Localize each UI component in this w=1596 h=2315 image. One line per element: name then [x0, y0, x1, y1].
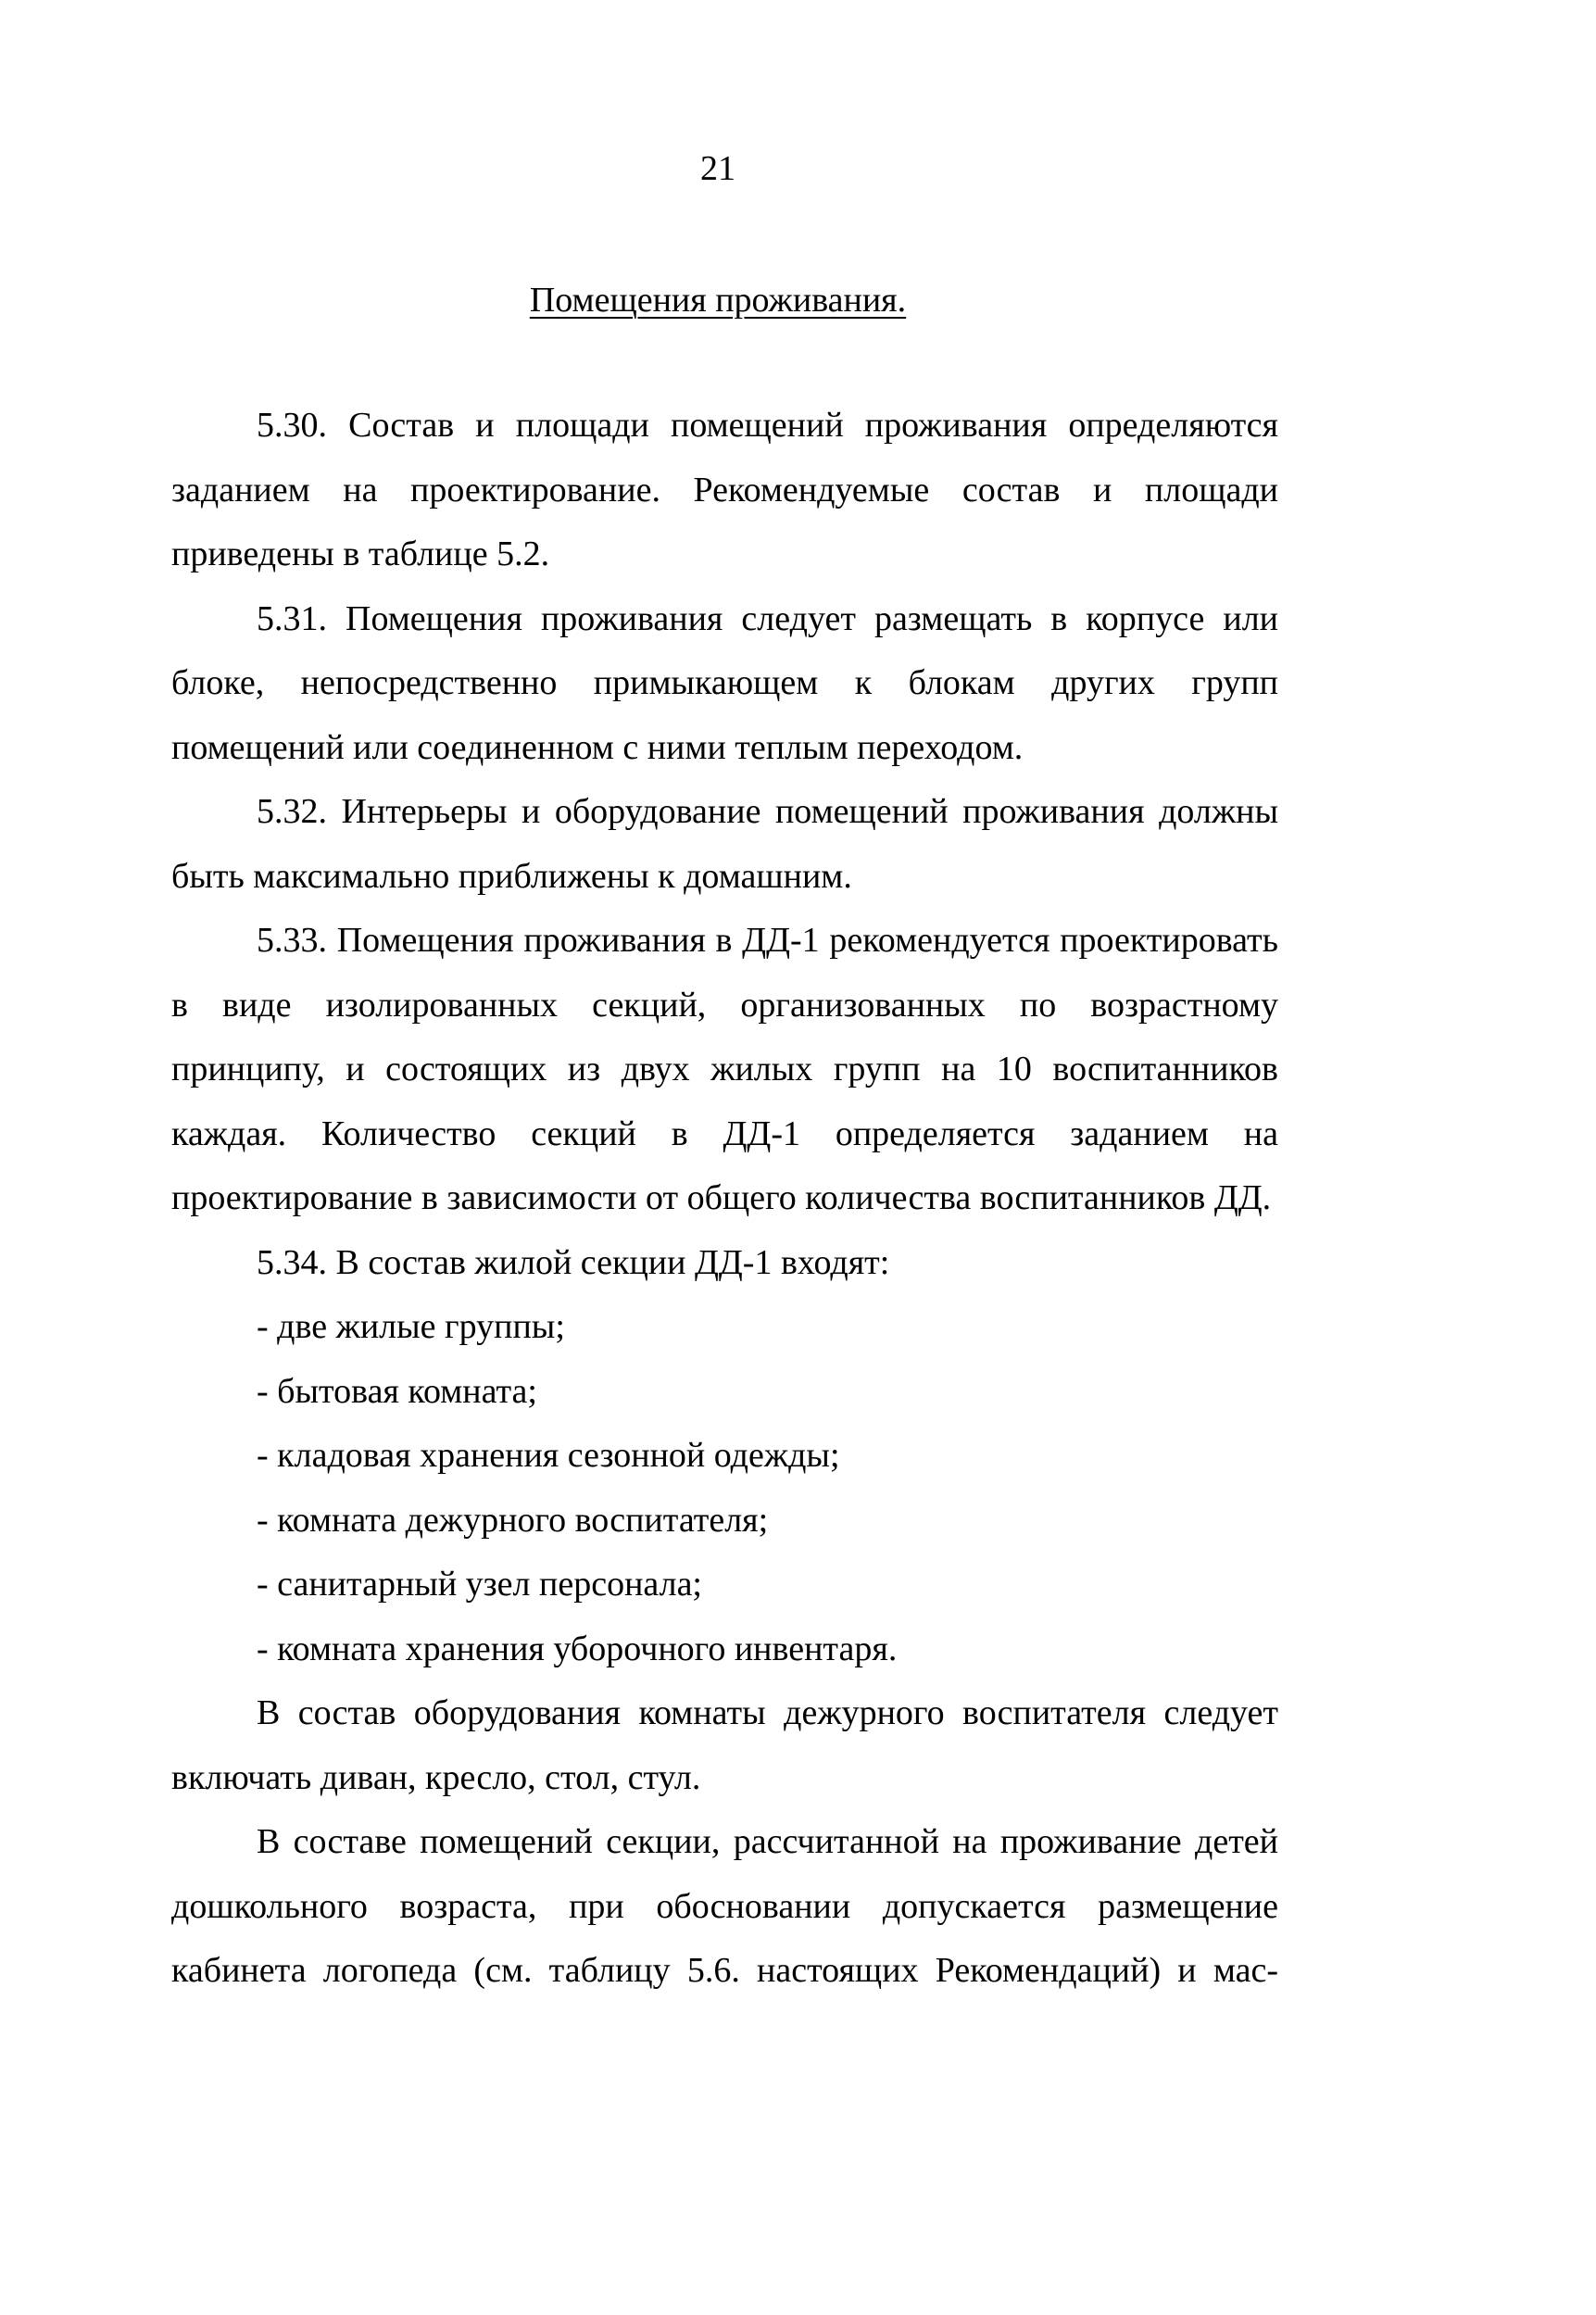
section-title: Помещения проживания. [529, 281, 907, 320]
paragraph-preschool-section: В составе помещений секции, рассчитанной на проживание детей дошкольного возраста, при обосновании допускается размещение кабинета логопеда (см. таблицу 5.6. настоящих Рекомендаций) и мас- [171, 1822, 1278, 1990]
list-item: - бытовая комната; [257, 1371, 537, 1411]
list-item: - комната дежурного воспитателя; [257, 1500, 769, 1540]
paragraph-5-31: 5.31. Помещения проживания следует размещать в корпусе или блоке, непосредственно примыкающем к блокам других групп помещений или соединенном с ними теплым переходом. [171, 598, 1278, 767]
living-section-composition-list [171, 1295, 1278, 1681]
list-item: - санитарный узел персонала; [257, 1565, 702, 1604]
body-text [171, 394, 1278, 2004]
paragraph-5-32: 5.32. Интерьеры и оборудование помещений проживания должны быть максимально приближены к домашним. [171, 792, 1278, 896]
list-item: - кладовая хранения сезонной одежды; [257, 1436, 840, 1475]
paragraph-5-33: 5.33. Помещения проживания в ДД-1 рекомендуется проектировать в виде изолированных секций, организованных по возрастному принципу, и состоящих из двух жилых групп на 10 воспитанников каждая. Количество секций в ДД-1 определяется заданием на проектирование в зависимости от общего количества воспитанников ДД. [171, 921, 1278, 1217]
page-number: 21 [700, 149, 735, 188]
list-item: - комната хранения уборочного инвентаря. [257, 1629, 898, 1668]
paragraph-5-34: 5.34. В состав жилой секции ДД-1 входят: [257, 1242, 890, 1282]
paragraph-5-30: 5.30. Состав и площади помещений проживания определяются заданием на проектирование. Рекомендуемые состав и площади приведены в таблице 5.2. [171, 406, 1278, 573]
paragraph-duty-room-equipment: В состав оборудования комнаты дежурного воспитателя следует включать диван, кресло, стол, стул. [171, 1693, 1278, 1797]
list-item: - две жилые группы; [257, 1307, 565, 1346]
